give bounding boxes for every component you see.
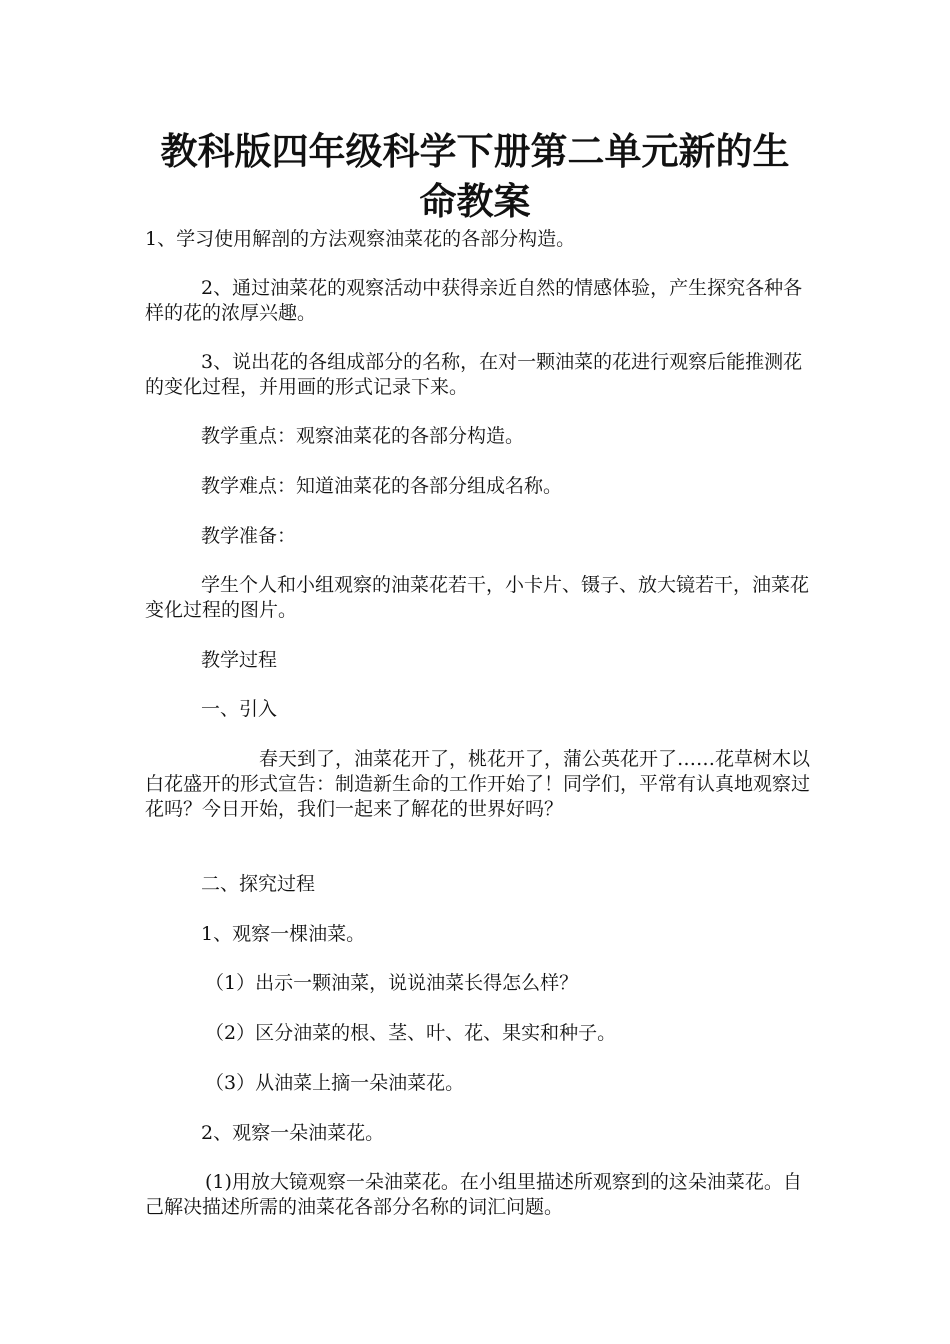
section-introduction: 一、引入 (201, 698, 278, 720)
step-2-heading: 2、观察一朵油菜花。 (201, 1122, 385, 1144)
step-1-item-3: （3）从油菜上摘一朵油菜花。 (205, 1072, 465, 1094)
objective-2: 2、通过油菜花的观察活动中获得亲近自然的情感体验，产生探究各种各样的花的浓厚兴趣。 (145, 277, 803, 324)
teaching-preparation-text: 学生个人和小组观察的油菜花若干，小卡片、镊子、放大镜若干，油菜花变化过程的图片。 (145, 574, 810, 621)
teaching-focus: 教学重点：观察油菜花的各部分构造。 (201, 425, 525, 447)
teaching-process-heading: 教学过程 (201, 649, 278, 671)
introduction-text: 春天到了，油菜花开了，桃花开了，蒲公英花开了……花草树木以白花盛开的形式宣告：制造新生命的工作开始了！同学们，平常有认真地观察过花吗？今日开始，我们一起来了解花的世界好吗？ (145, 748, 811, 820)
step-2-item-1: (1)用放大镜观察一朵油菜花。在小组里描述所观察到的这朵油菜花。自己解决描述所需的油菜花各部分名称的词汇问题。 (145, 1171, 802, 1218)
step-1-item-1: （1）出示一颗油菜，说说油菜长得怎么样？ (205, 972, 579, 994)
step-1-heading: 1、观察一棵油菜。 (201, 923, 366, 945)
document-title: 教科版四年级科学下册第二单元新的生命教案 (160, 129, 790, 223)
teaching-preparation-heading: 教学准备： (201, 525, 297, 547)
objective-3: 3、说出花的各组成部分的名称，在对一颗油菜的花进行观察后能推测花的变化过程，并用画的形式记录下来。 (145, 351, 803, 398)
section-exploration: 二、探究过程 (201, 873, 316, 895)
objective-1: 1、学习使用解剖的方法观察油菜花的各部分构造。 (145, 228, 576, 250)
teaching-difficulty: 教学难点：知道油菜花的各部分组成名称。 (201, 475, 563, 497)
step-1-item-2: （2）区分油菜的根、茎、叶、花、果实和种子。 (205, 1022, 617, 1044)
